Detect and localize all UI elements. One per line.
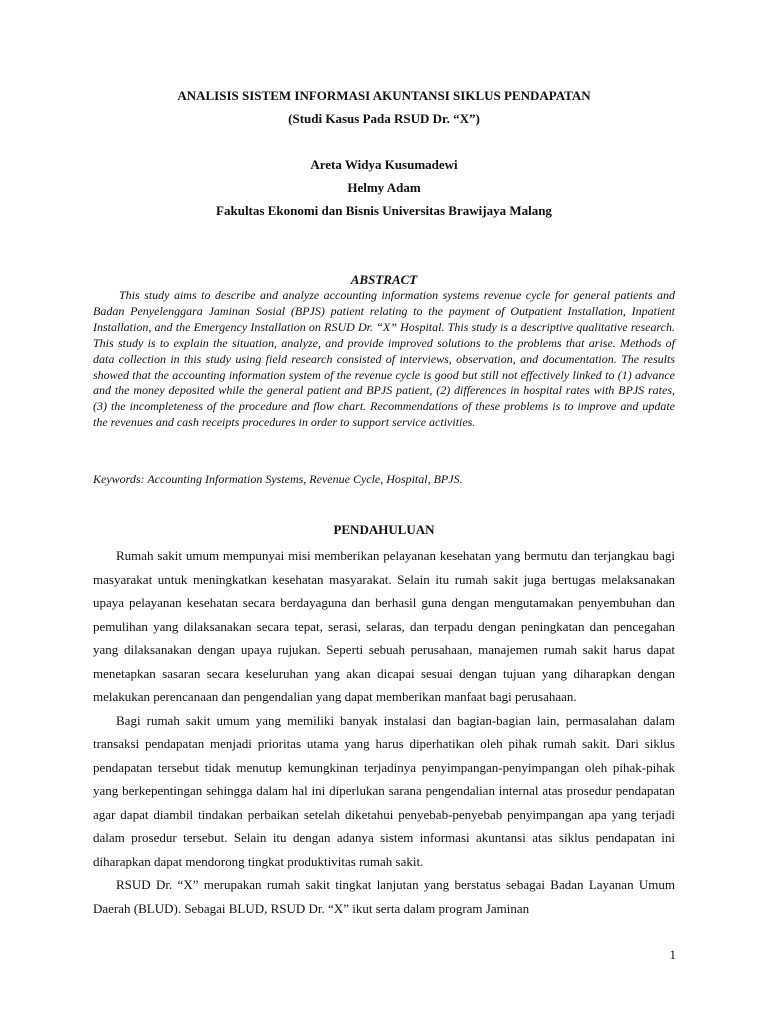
section-body: [93, 544, 675, 920]
author-name: Areta Widya Kusumadewi: [310, 157, 458, 172]
author-name: Helmy Adam: [347, 180, 421, 195]
keywords: Keywords: Accounting Information Systems, Revenue Cycle, Hospital, BPJS.: [93, 472, 463, 486]
body-paragraph: RSUD Dr. “X” merupakan rumah sakit tingkat lanjutan yang berstatus sebagai Badan Layanan Umum Daerah (BLUD). Sebagai BLUD, RSUD Dr. “X” ikut serta dalam program Jaminan: [93, 877, 675, 916]
paper-subtitle: (Studi Kasus Pada RSUD Dr. “X”): [288, 111, 480, 126]
paper-title: ANALISIS SISTEM INFORMASI AKUNTANSI SIKLUS PENDAPATAN: [177, 88, 591, 103]
abstract-heading: ABSTRACT: [350, 272, 418, 287]
body-paragraph: Bagi rumah sakit umum yang memiliki banyak instalasi dan bagian-bagian lain, permasalahan dalam transaksi pendapatan menjadi prioritas utama yang harus diperhatikan oleh pihak rumah sakit. Dari siklus pendapatan tersebut tidak menutup kemungkinan terjadinya penyimpangan-penyimpangan oleh pihak-pihak yang berkepentingan sehingga dalam hal ini diperlukan sarana pengendalian internal atas prosedur pendapatan agar dapat diambil tindakan perbaikan setelah diketahui penyebab-penyebab penyimpangan apa yang terjadi dalam prosedur tersebut. Selain itu dengan adanya sistem informasi akuntansi atas siklus pendapatan ini diharapkan dapat mendorong tingkat produktivitas rumah sakit.: [93, 712, 675, 869]
author-affiliation: Fakultas Ekonomi dan Bisnis Universitas Brawijaya Malang: [216, 203, 552, 218]
body-paragraph: Rumah sakit umum mempunyai misi memberikan pelayanan kesehatan yang bermutu dan terjangkau bagi masyarakat untuk meningkatkan kesehatan masyarakat. Selain itu rumah sakit juga bertugas melaksanakan upaya pelayanan kesehatan secara berdayaguna dan berhasil guna dengan mengutamakan penyembuhan dan pemulihan yang dilaksanakan secara tepat, serasi, selaras, dan terpadu dengan peningkatan dan pencegahan yang dilaksanakan dengan upaya rujukan. Seperti sebuah perusahaan, manajemen rumah sakit harus dapat menetapkan sasaran secara keseluruhan yang akan dicapai sesuai dengan tujuan yang diharapkan dengan melakukan perencanaan dan pengendalian yang dapat memberikan manfaat bagi perusahaan.: [93, 548, 675, 704]
abstract-text: This study aims to describe and analyze accounting information systems revenue cycle for general patients and Badan Penyelenggara Jaminan Sosial (BPJS) patient relating to the payment of Outpatient Installation, Inpatient Installation, and the Emergency Installation on RSUD Dr. “X” Hospital. This study is a descriptive qualitative research. This study is to explain the situation, analyze, and provide improved solutions to the problems that arise. Methods of data collection in this study using field research consisted of interviews, observation, and documentation. The results showed that the accounting information system of the revenue cycle is good but still not effectively linked to (1) advance and the money deposited while the general patient and BPJS patient, (2) differences in hospital rates with BPJS rates, (3) the incompleteness of the procedure and flow chart. Recommendations of these problems is to improve and update the revenues and cash receipts procedures in order to support service activities.: [93, 288, 675, 430]
section-heading: PENDAHULUAN: [333, 522, 435, 537]
page-number: 1: [669, 947, 676, 962]
